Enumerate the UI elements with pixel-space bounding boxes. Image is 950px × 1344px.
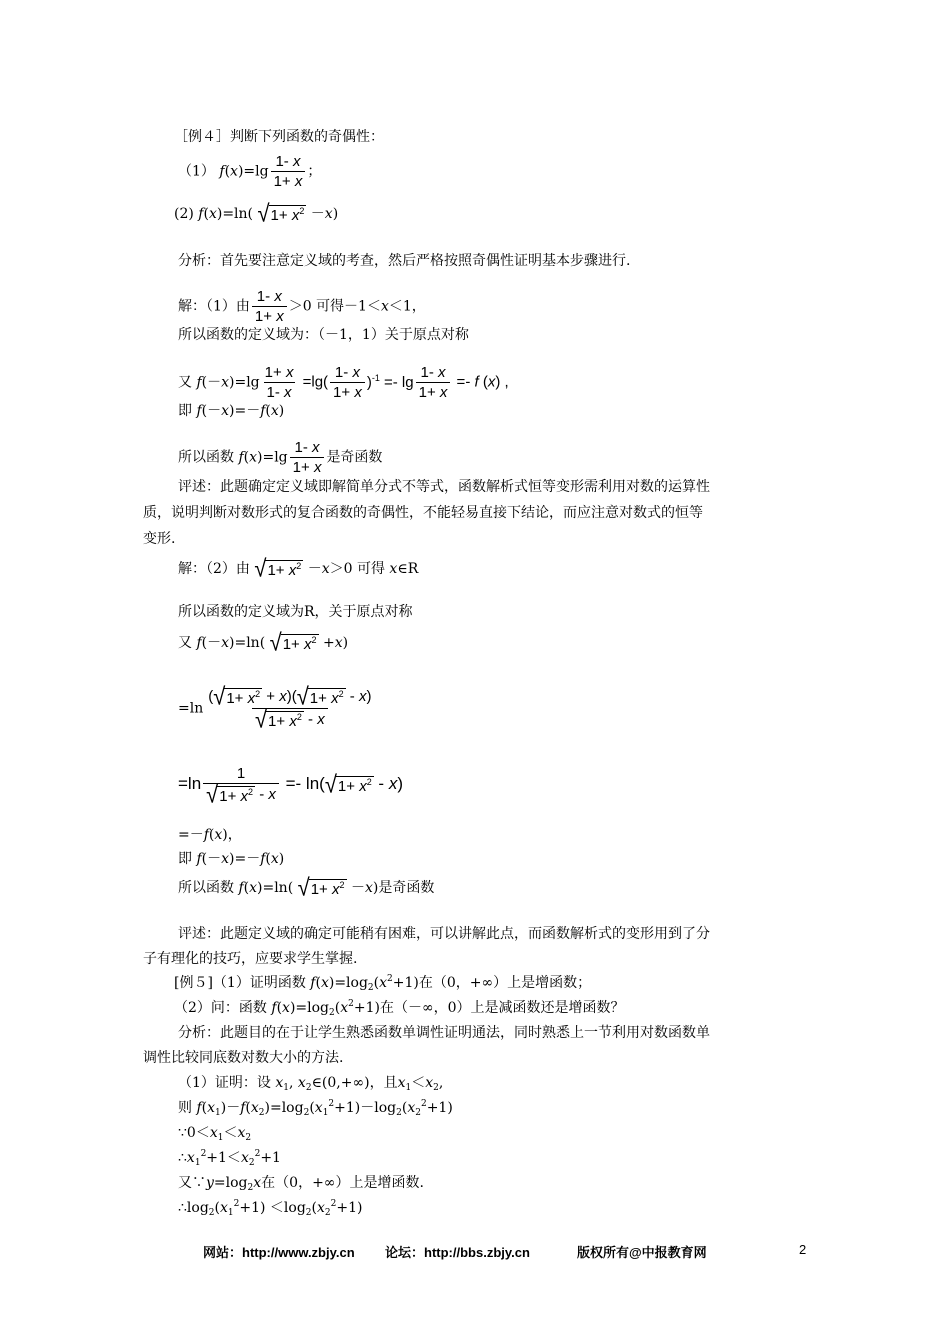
sol1-that: 即 [178, 403, 192, 419]
example4-solution1-line1: 解：（1）由 $\frac{1- x}{1+ x}$ ＞0 可得－1＜x＜1， [178, 288, 426, 325]
example5-proof-setup: （1）证明：设 $x_1$, $x_2\in(0,+\infty)$，且$x_1<x_2$, [178, 1075, 444, 1093]
proof-a: （1）证明：设 [178, 1075, 271, 1091]
sol2-c: ∈R [397, 561, 419, 577]
example4-solution1-line3: 又 f(－x)=lg $\frac{1+ x}{1- x}$ =lg( $\frac{1- x}{1+ x}$ )$^{-1}$ =- lg $\frac{1- x}{1+ x}$ =- f (x) , [178, 364, 509, 401]
ex5-q1-b: 在（0，+∞）上是增函数； [418, 975, 592, 991]
example4-solution2-that: 即 f(－x)=－f(x) [178, 851, 285, 867]
example4-q2: (2) f(x)=ln( √ $1+ x^2$ －x) [174, 199, 339, 228]
footer-site-link[interactable]: 网站：http://www.zbjy.cn [203, 1245, 355, 1260]
example4-title: ［例４］判断下列函数的奇偶性： [174, 129, 384, 145]
example4-solution1-that: 即 f(－x)=－f(x) [178, 403, 285, 419]
fraction: $\frac{1- x}{1+ x}$ [271, 152, 306, 191]
example4-solution2-domain: 所以函数的定义域为R，关于原点对称 [178, 604, 413, 620]
sqrt-expression: √ $1+ x^2$ [257, 199, 305, 228]
example4-solution2-step1: =ln ( √ $1+ x^2$ + x)( √ $1+ x^2$ - x) √ $1+ x^2$ - x [178, 682, 372, 734]
example4-comment1-line2: 质，说明判断对数形式的复合函数的奇偶性，不能轻易直接下结论，而应注意对数式的恒等 [143, 505, 703, 521]
example4-comment1-line3: 变形. [143, 531, 176, 547]
example4-analysis: 分析：首先要注意定义域的考查，然后严格按照奇偶性证明基本步骤进行. [178, 253, 631, 269]
ex5-q2-b: 在（－∞，0）上是减函数还是增函数？ [379, 1000, 625, 1016]
sol2-concl-a: 所以函数 [178, 880, 234, 896]
example4-solution1-domain: 所以函数的定义域为：（－1，1）关于原点对称 [178, 327, 469, 343]
example4-comment2-line1: 评述：此题定义域的确定可能稍有困难，可以讲解此点，而函数解析式的变形用到了分 [178, 926, 710, 942]
sol1-a: 解：（1）由 [178, 298, 250, 315]
sol1-concl-b: 是奇函数 [326, 449, 383, 466]
example5-q1: [例５]（1）证明函数 $f(x)=\log_2(x^2+1)$在（0，+∞）上是增函数； [174, 974, 592, 993]
proof-b: ∈(0,+∞)，且 [311, 1075, 398, 1091]
sol1-c: ＜1， [388, 298, 426, 315]
sol2-a: 解：（2）由 [178, 561, 250, 577]
proof-then: 则 [178, 1100, 192, 1116]
mono-a: 又∵ [178, 1175, 206, 1191]
example4-comment1-line1: 评述：此题确定定义域即解简单分式不等式，函数解析式恒等变形需利用对数的运算性 [178, 479, 710, 495]
example4-solution2-step3: =－f(x)， [178, 827, 242, 843]
example5-analysis-line2: 调性比较同底数对数大小的方法. [143, 1050, 344, 1066]
example5-analysis-line1: 分析：此题目的在于让学生熟悉函数单调性证明通法，同时熟悉上一节利用对数函数单 [178, 1025, 710, 1041]
sol2-concl-b: 是奇函数 [378, 880, 435, 896]
footer-forum-link[interactable]: 论坛：http://bbs.zbjy.cn [385, 1245, 530, 1260]
sol1-concl-a: 所以函数 [178, 449, 234, 466]
example5-proof-therefore2: $\therefore\log_2(x_1^2+1) <\log_2(x_2^2+1)$ [178, 1199, 363, 1218]
mono-b: 在（0，+∞）上是增函数. [261, 1175, 424, 1191]
example4-solution2-step2: =ln 1 √ $1+ x^2$ - x =- ln( √ $1+ x^2$ - x) [178, 765, 403, 809]
ex5-q2-a: （2）问：函数 [174, 1000, 267, 1016]
example4-solution2-conclusion: 所以函数 f(x)=ln( √ $1+ x^2$ －x)是奇函数 [178, 873, 435, 902]
sol2-b: 可得 [356, 561, 385, 577]
example5-proof-because: $\because 0<x_1<x_2$ [178, 1125, 252, 1143]
example4-solution2-again: 又 f(－x)=ln( √ $1+ x^2$ +x) [178, 628, 349, 657]
ex5-q1-a: [例５]（1）证明函数 [174, 975, 306, 991]
example5-proof-therefore1: $\therefore x_1^2+1<x_2^2+1$ [178, 1149, 281, 1168]
sol1-b: 可得－1＜ [316, 298, 381, 315]
sol2-again: 又 [178, 635, 192, 651]
sol1-again: 又 [178, 374, 192, 391]
example4-q1: （1） f(x)=lg $\frac{1- x}{1+ x}$ ； [178, 153, 322, 190]
q2-prefix: (2) [174, 206, 194, 222]
example5-proof-then: 则 $f(x_1)-f(x_2)=\log_2(x_1^2+1)-\log_2(x_2^2+1)$ [178, 1099, 453, 1118]
example4-solution1-conclusion: 所以函数 f(x)=lg $\frac{1- x}{1+ x}$ 是奇函数 [178, 439, 383, 476]
q1-prefix: （1） [178, 163, 215, 180]
q1-suffix: ； [307, 163, 322, 180]
page-number: 2 [799, 1242, 807, 1257]
example4-solution2-line1: 解：（2）由 √ $1+ x^2$ －x＞0 可得 x∈R [178, 554, 419, 583]
example5-q2: （2）问：函数 $f(x)=\log_2(x^2+1)$在（－∞，0）上是减函数还是增函数？ [174, 999, 625, 1018]
footer-copyright: 版权所有@中报教育网 [577, 1245, 707, 1260]
sol2-that: 即 [178, 851, 192, 867]
example5-proof-monotone: 又$\because y=\log_2x$在（0，+∞）上是增函数. [178, 1175, 424, 1193]
example4-comment2-line2: 子有理化的技巧，应要求学生掌握. [143, 951, 358, 967]
